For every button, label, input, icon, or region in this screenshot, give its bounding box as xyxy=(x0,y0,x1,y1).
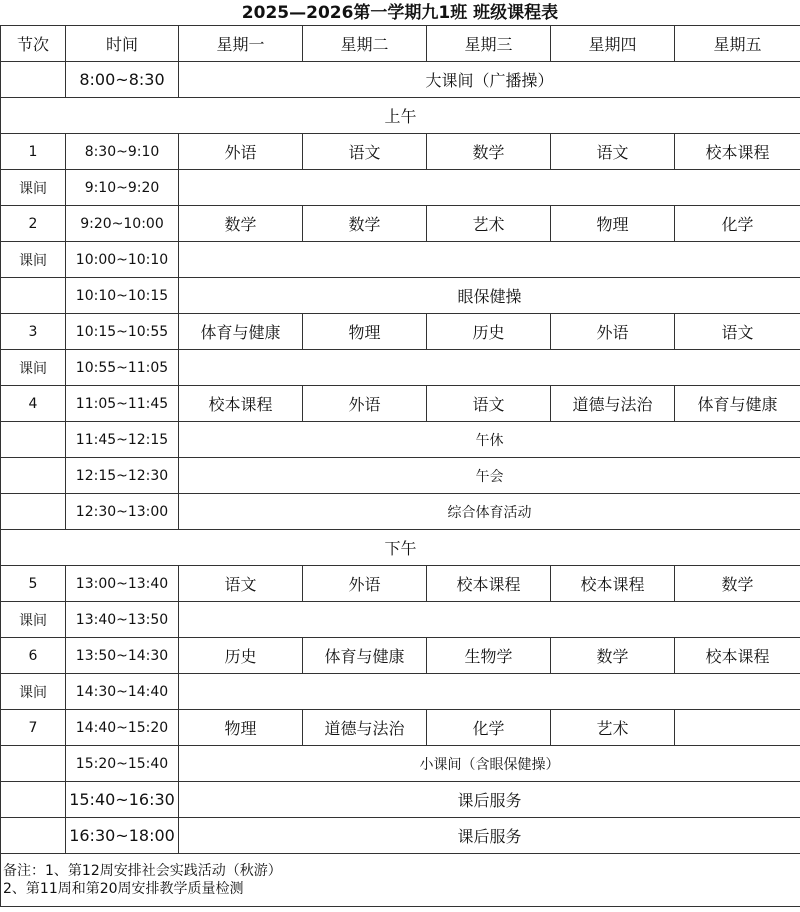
course-cell: 艺术 xyxy=(427,206,551,242)
time-cell: 14:40~15:20 xyxy=(66,710,179,746)
header-wednesday: 星期三 xyxy=(427,26,551,62)
table-row xyxy=(1,314,800,350)
table-row xyxy=(1,530,800,566)
empty-cell xyxy=(179,170,800,206)
notes-row xyxy=(1,854,800,907)
table-row xyxy=(1,674,800,710)
activity-cell: 午会 xyxy=(179,458,800,494)
empty-cell xyxy=(179,350,800,386)
time-cell: 12:15~12:30 xyxy=(66,458,179,494)
table-row xyxy=(1,62,800,98)
course-cell: 物理 xyxy=(551,206,675,242)
period-cell: 课间 xyxy=(1,674,66,710)
empty-cell xyxy=(179,242,800,278)
period-cell: 课间 xyxy=(1,242,66,278)
table-row xyxy=(1,170,800,206)
activity-cell: 大课间（广播操） xyxy=(179,62,800,98)
period-cell: 7 xyxy=(1,710,66,746)
table-row xyxy=(1,602,800,638)
empty-cell xyxy=(179,602,800,638)
course-cell: 历史 xyxy=(179,638,303,674)
table-row xyxy=(1,818,800,854)
course-cell: 校本课程 xyxy=(675,638,800,674)
time-cell: 16:30~18:00 xyxy=(66,818,179,854)
note-line-1: 备注：1、第12周安排社会实践活动（秋游） xyxy=(3,863,282,879)
table-row xyxy=(1,710,800,746)
time-cell: 12:30~13:00 xyxy=(66,494,179,530)
course-cell: 外语 xyxy=(179,134,303,170)
time-cell: 9:10~9:20 xyxy=(66,170,179,206)
time-cell: 11:05~11:45 xyxy=(66,386,179,422)
course-cell: 外语 xyxy=(551,314,675,350)
period-cell xyxy=(1,494,66,530)
table-row xyxy=(1,494,800,530)
header-friday: 星期五 xyxy=(675,26,800,62)
course-cell: 校本课程 xyxy=(675,134,800,170)
course-cell: 语文 xyxy=(179,566,303,602)
table-row xyxy=(1,242,800,278)
course-cell: 语文 xyxy=(551,134,675,170)
period-cell xyxy=(1,818,66,854)
course-cell: 校本课程 xyxy=(179,386,303,422)
period-cell: 课间 xyxy=(1,350,66,386)
activity-cell: 小课间（含眼保健操） xyxy=(179,746,800,782)
course-cell: 物理 xyxy=(179,710,303,746)
time-cell: 8:00~8:30 xyxy=(66,62,179,98)
table-row xyxy=(1,98,800,134)
header-period: 节次 xyxy=(1,26,66,62)
table-row xyxy=(1,566,800,602)
table-row xyxy=(1,458,800,494)
activity-cell: 综合体育活动 xyxy=(179,494,800,530)
time-cell: 10:00~10:10 xyxy=(66,242,179,278)
course-cell: 数学 xyxy=(427,134,551,170)
note-line-2: 2、第11周和第20周安排教学质量检测 xyxy=(3,881,244,897)
period-cell: 课间 xyxy=(1,602,66,638)
header-monday: 星期一 xyxy=(179,26,303,62)
course-cell: 外语 xyxy=(303,386,427,422)
activity-cell: 课后服务 xyxy=(179,818,800,854)
section-label: 上午 xyxy=(1,98,800,134)
period-cell: 5 xyxy=(1,566,66,602)
period-cell: 课间 xyxy=(1,170,66,206)
period-cell: 1 xyxy=(1,134,66,170)
header-tuesday: 星期二 xyxy=(303,26,427,62)
time-cell: 15:40~16:30 xyxy=(66,782,179,818)
course-cell: 数学 xyxy=(179,206,303,242)
course-cell: 物理 xyxy=(303,314,427,350)
time-cell: 9:20~10:00 xyxy=(66,206,179,242)
period-cell xyxy=(1,458,66,494)
period-cell xyxy=(1,62,66,98)
activity-cell: 午休 xyxy=(179,422,800,458)
page-title: 2025—2026第一学期九1班 班级课程表 xyxy=(241,3,559,23)
course-cell: 数学 xyxy=(551,638,675,674)
table-row xyxy=(1,746,800,782)
time-cell: 10:15~10:55 xyxy=(66,314,179,350)
course-cell: 体育与健康 xyxy=(303,638,427,674)
course-cell: 化学 xyxy=(675,206,800,242)
period-cell: 2 xyxy=(1,206,66,242)
course-cell: 历史 xyxy=(427,314,551,350)
time-cell: 13:00~13:40 xyxy=(66,566,179,602)
time-cell: 13:40~13:50 xyxy=(66,602,179,638)
time-cell: 11:45~12:15 xyxy=(66,422,179,458)
activity-cell: 课后服务 xyxy=(179,782,800,818)
course-cell: 数学 xyxy=(675,566,800,602)
course-cell: 化学 xyxy=(427,710,551,746)
time-cell: 13:50~14:30 xyxy=(66,638,179,674)
course-cell: 道德与法治 xyxy=(303,710,427,746)
course-cell: 语文 xyxy=(303,134,427,170)
header-time: 时间 xyxy=(66,26,179,62)
header-row xyxy=(1,26,800,62)
period-cell xyxy=(1,278,66,314)
table-row xyxy=(1,638,800,674)
course-cell: 校本课程 xyxy=(427,566,551,602)
period-cell xyxy=(1,782,66,818)
period-cell: 3 xyxy=(1,314,66,350)
table-row xyxy=(1,206,800,242)
course-cell: 校本课程 xyxy=(551,566,675,602)
table-row xyxy=(1,422,800,458)
course-cell xyxy=(675,710,800,746)
time-cell: 8:30~9:10 xyxy=(66,134,179,170)
activity-cell: 眼保健操 xyxy=(179,278,800,314)
course-cell: 艺术 xyxy=(551,710,675,746)
empty-cell xyxy=(179,674,800,710)
period-cell: 6 xyxy=(1,638,66,674)
table-row xyxy=(1,278,800,314)
course-cell: 数学 xyxy=(303,206,427,242)
table-row xyxy=(1,386,800,422)
course-cell: 语文 xyxy=(427,386,551,422)
period-cell xyxy=(1,422,66,458)
notes-cell xyxy=(1,854,800,907)
table-row xyxy=(1,134,800,170)
course-cell: 外语 xyxy=(303,566,427,602)
timetable xyxy=(0,25,800,907)
course-cell: 体育与健康 xyxy=(179,314,303,350)
course-cell: 道德与法治 xyxy=(551,386,675,422)
time-cell: 10:55~11:05 xyxy=(66,350,179,386)
table-row xyxy=(1,350,800,386)
period-cell xyxy=(1,746,66,782)
table-row xyxy=(1,782,800,818)
time-cell: 10:10~10:15 xyxy=(66,278,179,314)
course-cell: 生物学 xyxy=(427,638,551,674)
time-cell: 14:30~14:40 xyxy=(66,674,179,710)
header-thursday: 星期四 xyxy=(551,26,675,62)
course-cell: 体育与健康 xyxy=(675,386,800,422)
section-label: 下午 xyxy=(1,530,800,566)
time-cell: 15:20~15:40 xyxy=(66,746,179,782)
course-cell: 语文 xyxy=(675,314,800,350)
period-cell: 4 xyxy=(1,386,66,422)
